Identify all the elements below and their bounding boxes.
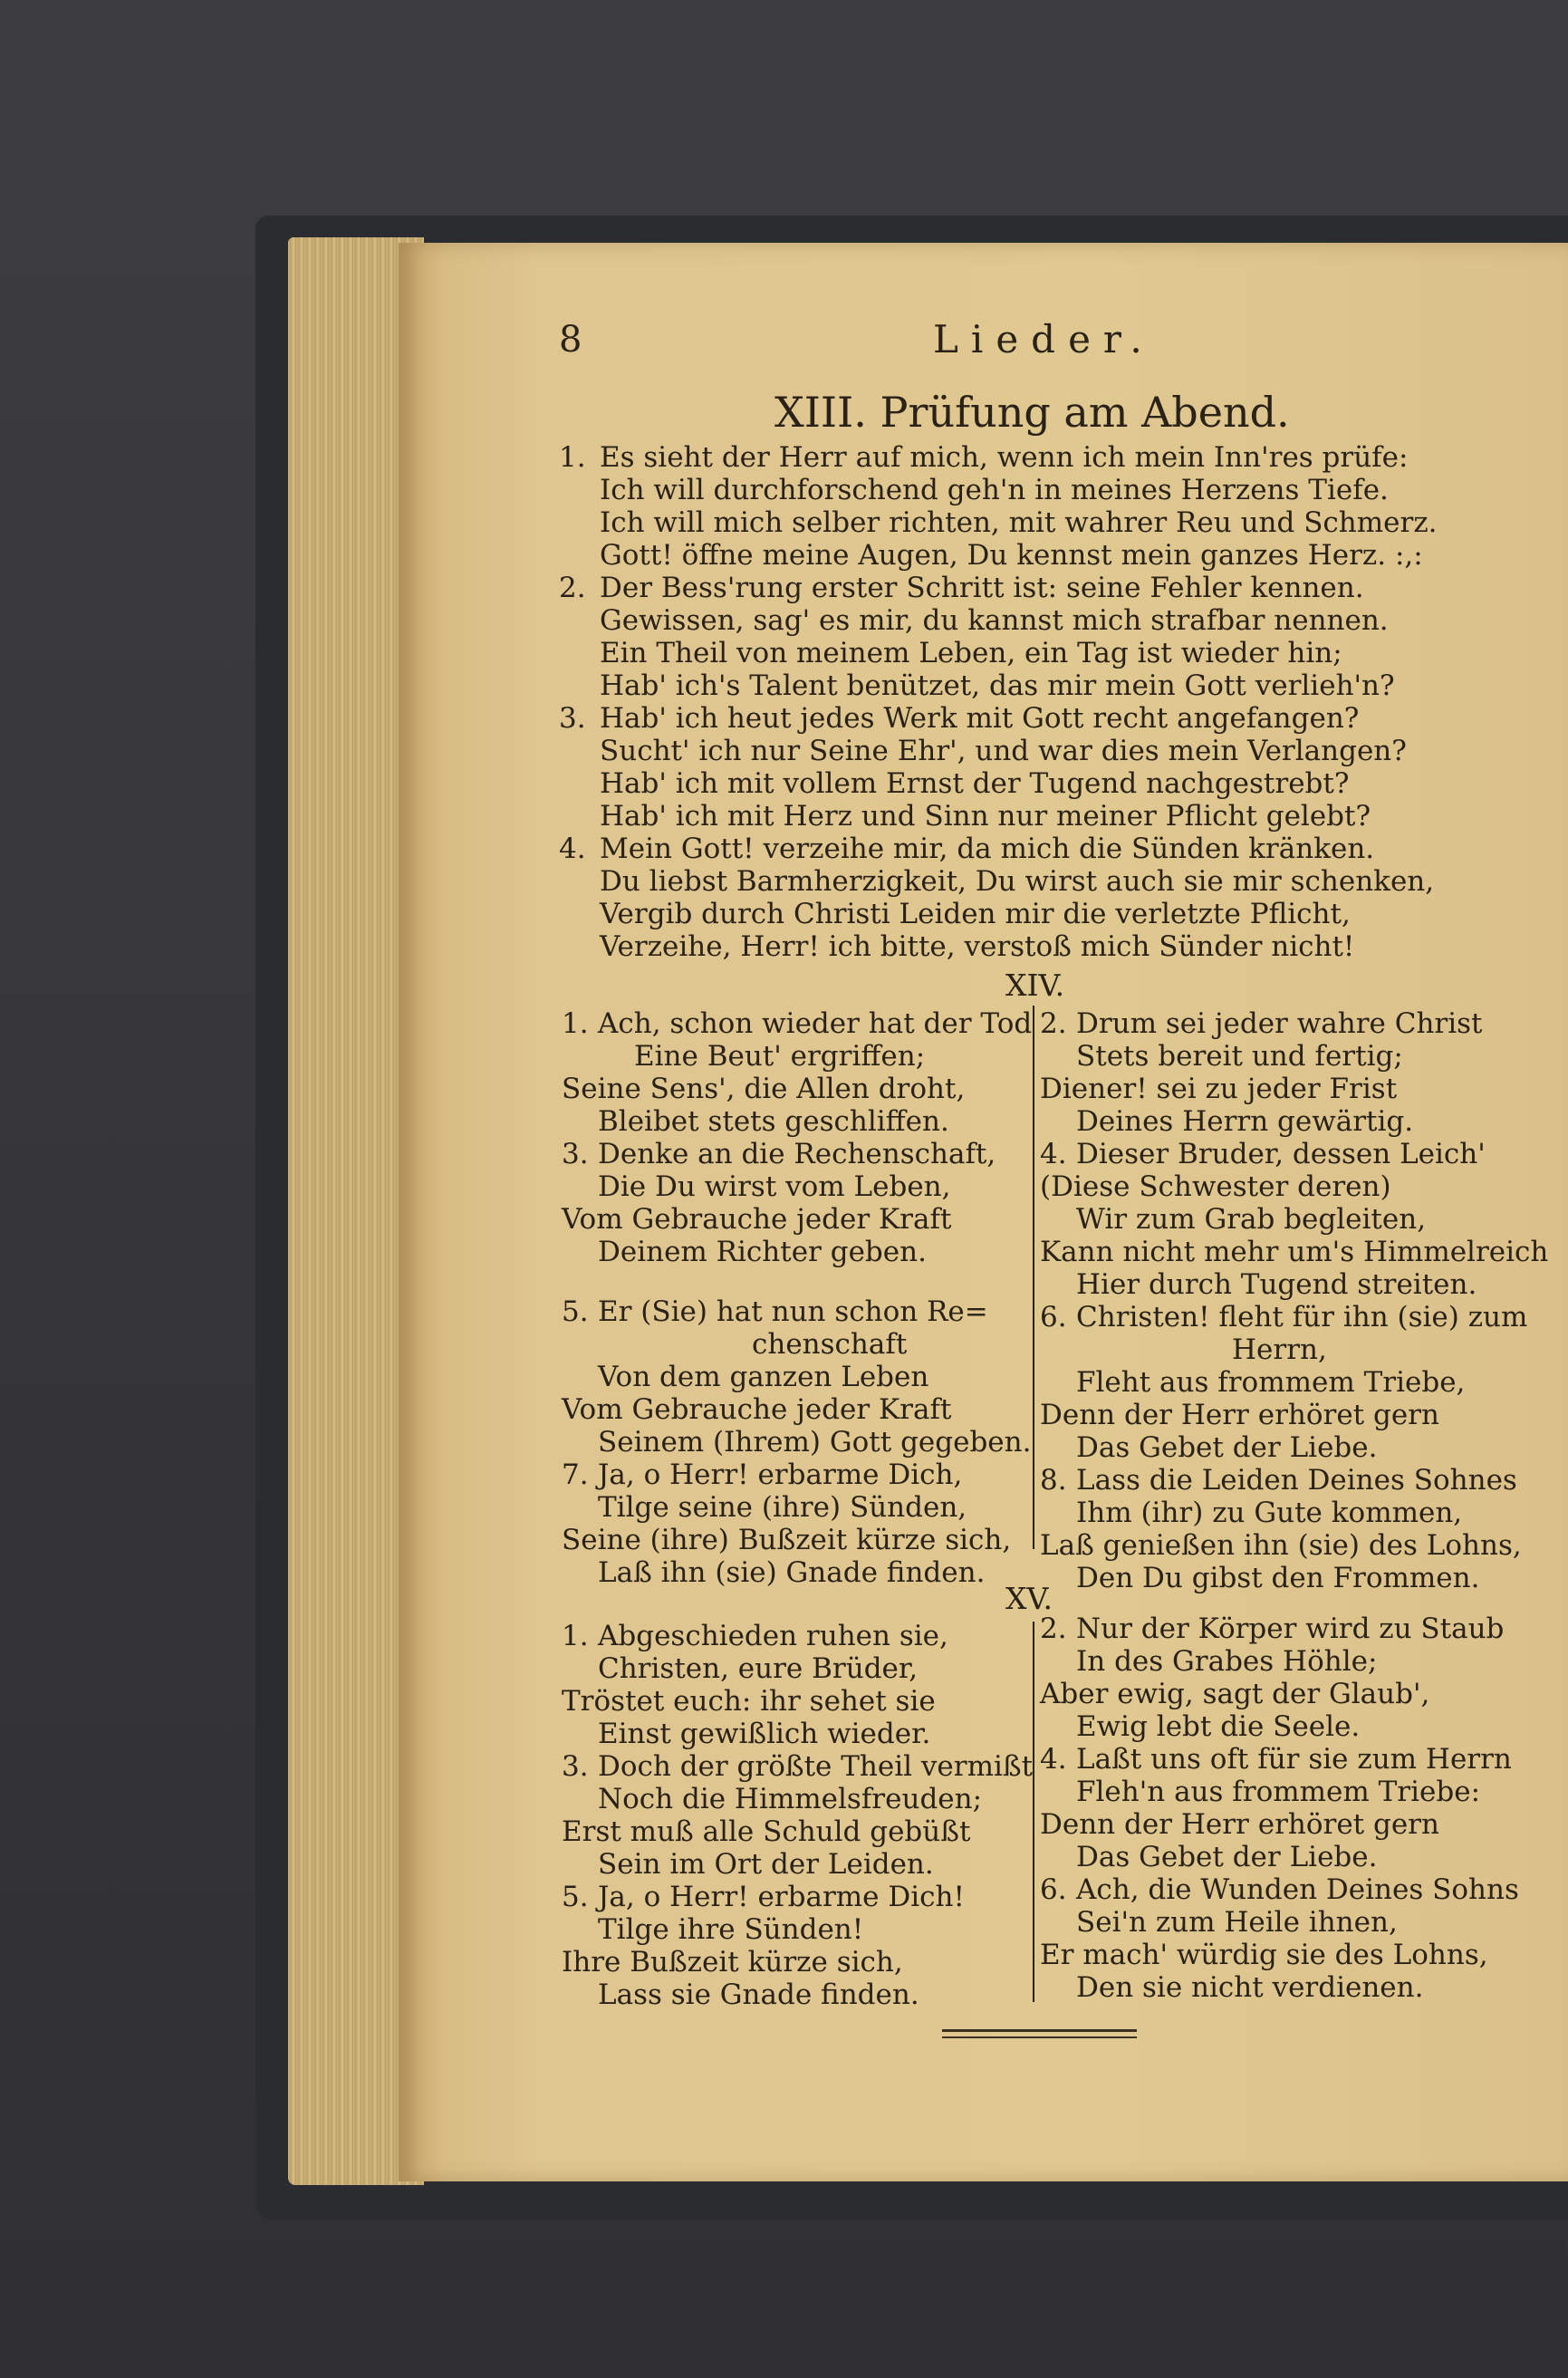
hymn14-line: Herrn,: [1232, 1333, 1327, 1366]
hymn14-line: Von dem ganzen Leben: [598, 1361, 929, 1393]
hymn15-line: Aber ewig, sagt der Glaub',: [1040, 1678, 1430, 1710]
hymn14-line: Eine Beut' ergriffen;: [634, 1040, 926, 1073]
hymn14-line: Hier durch Tugend streiten.: [1076, 1268, 1477, 1301]
hymn14-line: Seine Sens', die Allen droht,: [562, 1073, 966, 1105]
hymn15-line: Noch die Himmelsfreuden;: [598, 1783, 983, 1815]
column-divider: [1033, 1622, 1034, 2002]
hymn14-stanza-number: 3.: [562, 1138, 589, 1170]
hymn15-stanza-number: 2.: [1040, 1613, 1067, 1645]
hymn15-line: Ja, o Herr! erbarme Dich!: [598, 1881, 965, 1913]
hymn13-stanza-number: 1.: [559, 441, 586, 474]
hymn14-stanza-number: 1.: [562, 1007, 589, 1040]
page-number: 8: [559, 319, 582, 361]
hymn15-line: Lass sie Gnade finden.: [598, 1978, 919, 2011]
hymn14-line: Die Du wirst vom Leben,: [598, 1170, 951, 1203]
hymn14-line: Ja, o Herr! erbarme Dich,: [598, 1459, 963, 1491]
hymn13-line: Ich will durchforschend geh'n in meines Herzens Tiefe.: [600, 474, 1389, 506]
hymn14-line: Das Gebet der Liebe.: [1076, 1431, 1378, 1464]
hymn14-line: Denn der Herr erhöret gern: [1040, 1399, 1439, 1431]
hymn13-line: Ich will mich selber richten, mit wahrer Reu und Schmerz.: [600, 506, 1438, 539]
hymn14-line: Denke an die Rechenschaft,: [598, 1138, 996, 1170]
hymn14-line: Laß ihn (sie) Gnade finden.: [598, 1556, 986, 1589]
hymn15-line: Den sie nicht verdienen.: [1076, 1971, 1424, 2004]
hymn15-line: Einst gewißlich wieder.: [598, 1718, 931, 1750]
hymn15-stanza-number: 4.: [1040, 1743, 1067, 1776]
hymn13-line: Gott! öffne meine Augen, Du kennst mein ganzes Herz. :,:: [600, 539, 1423, 572]
hymn14-line: Ihm (ihr) zu Gute kommen,: [1076, 1497, 1463, 1529]
hymn15-line: Christen, eure Brüder,: [598, 1652, 919, 1685]
hymn13-title: XIII. Prüfung am Abend.: [774, 388, 1290, 437]
column-divider: [1033, 1006, 1034, 1549]
hymn15-stanza-number: 1.: [562, 1620, 589, 1652]
hymn13-line: Hab' ich's Talent benützet, das mir mein Gott verlieh'n?: [600, 669, 1395, 702]
hymn13-line: Hab' ich mit vollem Ernst der Tugend nachgestrebt?: [600, 767, 1350, 800]
hymn13-stanza-number: 4.: [559, 833, 586, 865]
hymn13-stanza-number: 2.: [559, 572, 586, 604]
hymn15-stanza-number: 3.: [562, 1750, 589, 1783]
hymn14-stanza-number: 7.: [562, 1459, 589, 1491]
page-header: Lieder.: [933, 317, 1155, 361]
hymn15-line: Doch der größte Theil vermißt: [598, 1750, 1034, 1783]
hymn14-line: Vom Gebrauche jeder Kraft: [562, 1393, 952, 1426]
hymn15-stanza-number: 6.: [1040, 1873, 1067, 1906]
hymn14-line: Lass die Leiden Deines Sohnes: [1076, 1464, 1517, 1497]
closing-rule: [942, 2036, 1137, 2038]
hymn13-line: Ein Theil von meinem Leben, ein Tag ist wieder hin;: [600, 637, 1342, 669]
hymn14-line: Dieser Bruder, dessen Leich': [1076, 1138, 1486, 1170]
hymn14-line: Vom Gebrauche jeder Kraft: [562, 1203, 952, 1236]
hymn14-stanza-number: 8.: [1040, 1464, 1067, 1497]
hymn14-line: Deines Herrn gewärtig.: [1076, 1105, 1414, 1138]
hymn13-line: Der Bess'rung erster Schritt ist: seine Fehler kennen.: [600, 572, 1364, 604]
hymn14-line: chenschaft: [752, 1328, 908, 1361]
hymn14-line: Ach, schon wieder hat der Tod: [598, 1007, 1033, 1040]
hymn15-line: Ewig lebt die Seele.: [1076, 1710, 1361, 1743]
hymn13-line: Hab' ich heut jedes Werk mit Gott recht angefangen?: [600, 702, 1360, 735]
hymn13-line: Vergib durch Christi Leiden mir die verletzte Pflicht,: [600, 898, 1351, 930]
hymn15-title: XV.: [1005, 1581, 1053, 1616]
hymn13-line: Du liebst Barmherzigkeit, Du wirst auch sie mir schenken,: [600, 865, 1435, 898]
hymn15-line: Fleh'n aus frommem Triebe:: [1076, 1776, 1481, 1808]
hymn14-stanza-number: 4.: [1040, 1138, 1067, 1170]
hymn13-stanza-number: 3.: [559, 702, 586, 735]
hymn14-line: Fleht aus frommem Triebe,: [1076, 1366, 1466, 1399]
hymn15-line: Er mach' würdig sie des Lohns,: [1040, 1939, 1488, 1971]
hymn13-line: Mein Gott! verzeihe mir, da mich die Sünden kränken.: [600, 833, 1375, 865]
hymn14-line: Wir zum Grab begleiten,: [1076, 1203, 1427, 1236]
hymn15-line: Ach, die Wunden Deines Sohns: [1076, 1873, 1519, 1906]
hymn14-line: (Diese Schwester deren): [1040, 1170, 1391, 1203]
closing-rule: [942, 2029, 1137, 2032]
hymn14-line: Er (Sie) hat nun schon Re=: [598, 1295, 988, 1328]
hymn14-stanza-number: 5.: [562, 1295, 589, 1328]
hymn14-line: Tilge seine (ihre) Sünden,: [598, 1491, 967, 1524]
hymn14-line: Seine (ihre) Bußzeit kürze sich,: [562, 1524, 1012, 1556]
hymn15-line: Sei'n zum Heile ihnen,: [1076, 1906, 1398, 1939]
hymn14-title: XIV.: [1005, 968, 1065, 1003]
hymn15-line: Nur der Körper wird zu Staub: [1076, 1613, 1505, 1645]
hymn14-line: Kann nicht mehr um's Himmelreich: [1040, 1236, 1549, 1268]
hymn15-line: Erst muß alle Schuld gebüßt: [562, 1815, 971, 1848]
hymn14-line: Den Du gibst den Frommen.: [1076, 1562, 1480, 1594]
hymn14-line: Deinem Richter geben.: [598, 1236, 927, 1268]
hymn14-line: Diener! sei zu jeder Frist: [1040, 1073, 1398, 1105]
hymn13-line: Sucht' ich nur Seine Ehr', und war dies mein Verlangen?: [600, 735, 1407, 767]
hymn14-line: Seinem (Ihrem) Gott gegeben.: [598, 1426, 1032, 1459]
hymn14-line: Laß genießen ihn (sie) des Lohns,: [1040, 1529, 1522, 1562]
hymn14-stanza-number: 6.: [1040, 1301, 1067, 1333]
hymn15-line: Ihre Bußzeit kürze sich,: [562, 1946, 903, 1978]
hymn15-line: Abgeschieden ruhen sie,: [598, 1620, 948, 1652]
hymn15-line: Sein im Ort der Leiden.: [598, 1848, 934, 1881]
hymn13-line: Verzeihe, Herr! ich bitte, verstoß mich Sünder nicht!: [600, 930, 1355, 963]
hymn13-line: Es sieht der Herr auf mich, wenn ich mein Inn'res prüfe:: [600, 441, 1409, 474]
hymn15-line: In des Grabes Höhle;: [1076, 1645, 1378, 1678]
hymn13-line: Hab' ich mit Herz und Sinn nur meiner Pflicht gelebt?: [600, 800, 1371, 833]
hymn14-line: Drum sei jeder wahre Christ: [1076, 1007, 1483, 1040]
hymn15-line: Das Gebet der Liebe.: [1076, 1841, 1378, 1873]
hymn13-line: Gewissen, sag' es mir, du kannst mich strafbar nennen.: [600, 604, 1389, 637]
hymn14-line: Christen! fleht für ihn (sie) zum: [1076, 1301, 1528, 1333]
hymn14-line: Stets bereit und fertig;: [1076, 1040, 1403, 1073]
hymn15-line: Denn der Herr erhöret gern: [1040, 1808, 1439, 1841]
hymn15-line: Laßt uns oft für sie zum Herrn: [1076, 1743, 1512, 1776]
hymn15-line: Tilge ihre Sünden!: [598, 1913, 864, 1946]
hymn14-line: Bleibet stets geschliffen.: [598, 1105, 949, 1138]
hymn14-stanza-number: 2.: [1040, 1007, 1067, 1040]
hymn15-stanza-number: 5.: [562, 1881, 589, 1913]
hymn15-line: Tröstet euch: ihr sehet sie: [562, 1685, 936, 1718]
